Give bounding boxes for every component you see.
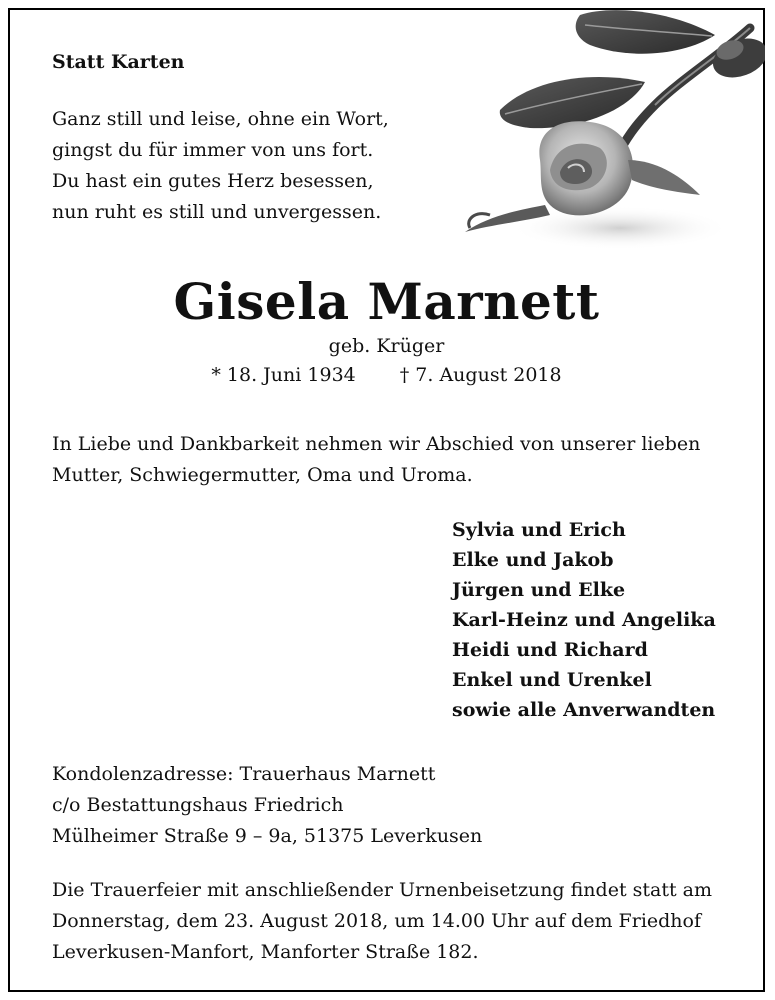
address-line: Mülheimer Straße 9 – 9a, 51375 Leverkusen bbox=[52, 825, 483, 847]
poem-line: gingst du für immer von uns fort. bbox=[52, 139, 374, 161]
service-line: Leverkusen-Manfort, Manforter Straße 182. bbox=[52, 941, 479, 963]
birth-date: * 18. Juni 1934 bbox=[211, 364, 356, 386]
mourner-entry: Jürgen und Elke bbox=[452, 579, 626, 601]
rose-image bbox=[450, 10, 765, 260]
mourner-entry: Karl-Heinz und Angelika bbox=[452, 609, 716, 631]
mourner-entry: Elke und Jakob bbox=[452, 549, 614, 571]
poem-line: nun ruht es still und unvergessen. bbox=[52, 201, 382, 223]
poem-line: Ganz still und leise, ohne ein Wort, bbox=[52, 108, 389, 130]
maiden-name: geb. Krüger bbox=[328, 335, 445, 357]
condolence-address bbox=[52, 759, 482, 852]
mourner-entry: Enkel und Urenkel bbox=[452, 669, 652, 691]
service-line: Die Trauerfeier mit anschließender Urnenbeisetzung findet statt am bbox=[52, 879, 712, 901]
service-info bbox=[52, 875, 712, 968]
mourners-list bbox=[452, 515, 716, 725]
deceased-name: Gisela Marnett bbox=[173, 272, 600, 331]
life-dates bbox=[10, 364, 763, 386]
service-line: Donnerstag, dem 23. August 2018, um 14.00 Uhr auf dem Friedhof bbox=[52, 910, 702, 932]
header-text: Statt Karten bbox=[52, 51, 185, 73]
farewell-text: In Liebe und Dankbarkeit nehmen wir Abschied von unserer lieben Mutter, Schwiegermutter, Oma und Uroma. bbox=[52, 433, 701, 486]
mourner-entry: Sylvia und Erich bbox=[452, 519, 626, 541]
poem bbox=[52, 104, 389, 228]
address-line: c/o Bestattungshaus Friedrich bbox=[52, 794, 344, 816]
mourner-entry: Heidi und Richard bbox=[452, 639, 648, 661]
death-date: † 7. August 2018 bbox=[399, 364, 562, 386]
obituary-notice bbox=[8, 8, 765, 992]
address-line: Kondolenzadresse: Trauerhaus Marnett bbox=[52, 763, 436, 785]
poem-line: Du hast ein gutes Herz besessen, bbox=[52, 170, 374, 192]
mourner-entry: sowie alle Anverwandten bbox=[452, 699, 716, 721]
